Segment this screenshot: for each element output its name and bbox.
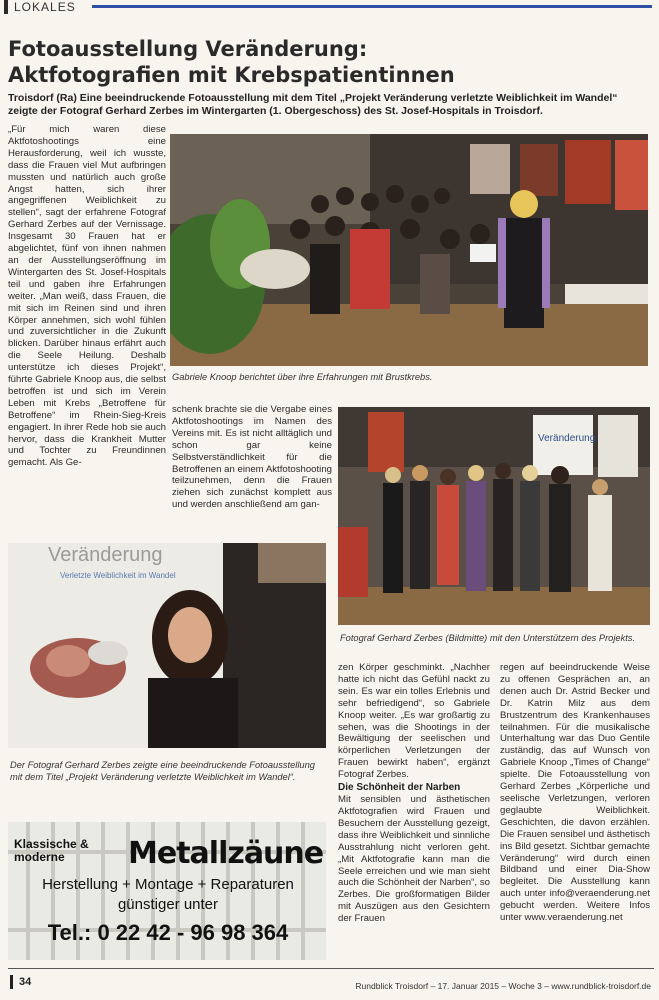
- ad-phone: Tel.: 0 22 42 - 96 98 364: [47, 920, 289, 945]
- footer-rule: [8, 968, 654, 969]
- ad-line-2: günstiger unter: [117, 896, 219, 913]
- article-column-4: regen auf beeindruckende Weise zu offenen Gesprächen an, an denen auch Dr. Astrid Becker und Dr. Katrin Milz aus dem Brustzentrum des Krankenhauses teilnahmen. Für die musikalische Unterhaltung war das Duo Gentile zuständig, das auf Wunsch von Gabriele Knoop „Times of Change“ spielte. Die Fotoausstellung von Gerhard Zerbes „Körperliche und seelische Verletzungen, verloren geglaubte Weiblichkeit. Geschichten, die davon erzählen. Die Frauen sensibel und ästhetisch ins Bild gesetzt. Sichtbar gemachte Veränderung“ wird durch einen Bildband und einer Dia-Show begleitet. Die Ausstellung kann auch unter info@veraenderung.net gebucht werden. Weitere Infos unter www.veraenderung.net: [500, 662, 650, 924]
- photo-talk-image: [170, 134, 648, 366]
- subhead: Die Schönheit der Narben: [338, 782, 461, 794]
- caption-photo-talk: Gabriele Knoop berichtet über ihre Erfahrungen mit Brustkrebs.: [172, 372, 433, 382]
- photo-talk: [170, 134, 648, 366]
- headline-line-2: Aktfotografien mit Krebspatientinnen: [8, 63, 455, 87]
- caption-photo-portrait: Der Fotograf Gerhard Zerbes zeigte eine beeindruckende Fotoausstellung mit dem Titel „Projekt Veränderung verletzte Weiblichkeit im Wandel“.: [10, 760, 315, 782]
- article-column-3-text: zen Körper geschminkt. „Nachher hatte ich nicht das Gefühl nackt zu sein. Es war ein tolles Erlebnis und sehr befriedigend“, so Gabriele Knoop weiter. „Es war großartig zu sehen, was die Shootings in der Bewältigung der seelischen und körperlichen Verletzungen der Frauen bewirkt haben“, ergänzt Fotograf Zerbes.: [338, 662, 490, 781]
- headline-line-1: Fotoausstellung Veränderung:: [8, 37, 368, 61]
- article-column-3b-text: Mit sensiblen und ästhetischen Aktfotografien wird Frauen und Besuchern der Ausstellung gezeigt, dass ihre Weiblichkeit und sinnliche Ausstrahlung nicht verloren geht. „Mit Aktfotografie kann man die Seele erreichen und wie man sieht auch die Schönheit der Narben“, so Zerbes. Die großformatigen Bilder mit Auszügen aus den Gesichtern der Frauen: [338, 794, 490, 925]
- photo-portrait-image: [8, 543, 326, 748]
- banner-title: Veränderung: [48, 544, 163, 566]
- group-banner-text: Veränderung: [538, 433, 596, 444]
- headline: [8, 36, 648, 88]
- photo-group-image: [338, 407, 650, 625]
- caption-photo-group: Fotograf Gerhard Zerbes (Bildmitte) mit den Unterstützern des Projekts.: [340, 633, 636, 643]
- ad-title: Metallzäune: [128, 836, 324, 871]
- ad-tag: Klassische & moderne: [14, 837, 89, 864]
- lead-paragraph: Troisdorf (Ra) Eine beeindruckende Fotoausstellung mit dem Titel „Projekt Veränderung verletzte Weiblichkeit im Wandel“ zeigte der Fotograf Gerhard Zerbes im Wintergarten (1. Obergeschoss) des St. Josef-Hospitals in Troisdorf.: [8, 92, 618, 117]
- footer-publication-line: Rundblick Troisdorf – 17. Januar 2015 – Woche 3 – www.rundblick-troisdorf.de: [355, 981, 651, 991]
- ad-metallzaeune: [8, 822, 326, 960]
- article-column-1: „Für mich waren diese Aktfotoshootings eine Herausforderung, weil ich wusste, dass die Frauen viel Mut aufbringen mussten und natürlich auch große Angst hatten, sich ihrer angegriffenen Weiblichkeit zu stellen“, sagt der erfahrene Fotograf Gerhard Zerbes auf der Vernissage. Insgesamt 30 Frauen hat er abgelichtet, fünf von ihnen nahmen an der Ausstellungseröffnung im Wintergarten des St. Josef-Hospitals teil und gaben ihre Erfahrungen weiter. „Man weiß, dass Frauen, die mit sich im Reinen sind und ihren Körper annehmen, sich wohl fühlen und zuversichtlicher in die Zukunft blicken. Darüber hinaus erfährt auch die Seele Heilung. Deshalb unterstütze ich dieses Projekt“, führte Gabriele Knoop aus, die selbst betroffen ist und sich im Verein Leben mit Krebs „Betroffene für Betroffene“ im Rhein-Sieg-Kreis engagiert. In ihrer Rede hob sie auch hervor, dass die Krankheit Mutter und Tochter zu Freundinnen gemacht. Als Ge-: [8, 124, 166, 469]
- article-column-3: [338, 662, 490, 958]
- section-rule: [92, 5, 652, 8]
- banner-subtitle: Verletzte Weiblichkeit im Wandel: [60, 571, 176, 580]
- section-label: LOKALES: [4, 0, 82, 14]
- article-column-2: schenk brachte sie die Vergabe eines Aktfotoshootings im Namen des Vereins mit. Es ist nicht alltäglich und schon gar keine Selbstverständlichkeit für die Betroffenen an einem Aktfotoshooting teilzunehmen, denn die Frauen ziehen sich zunächst komplett aus und werden anschließend am gan-: [172, 404, 332, 511]
- page-number: 34: [10, 975, 31, 989]
- photo-portrait: [8, 543, 326, 748]
- ad-line-1: Herstellung + Montage + Reparaturen: [42, 876, 294, 893]
- photo-group: [338, 407, 650, 625]
